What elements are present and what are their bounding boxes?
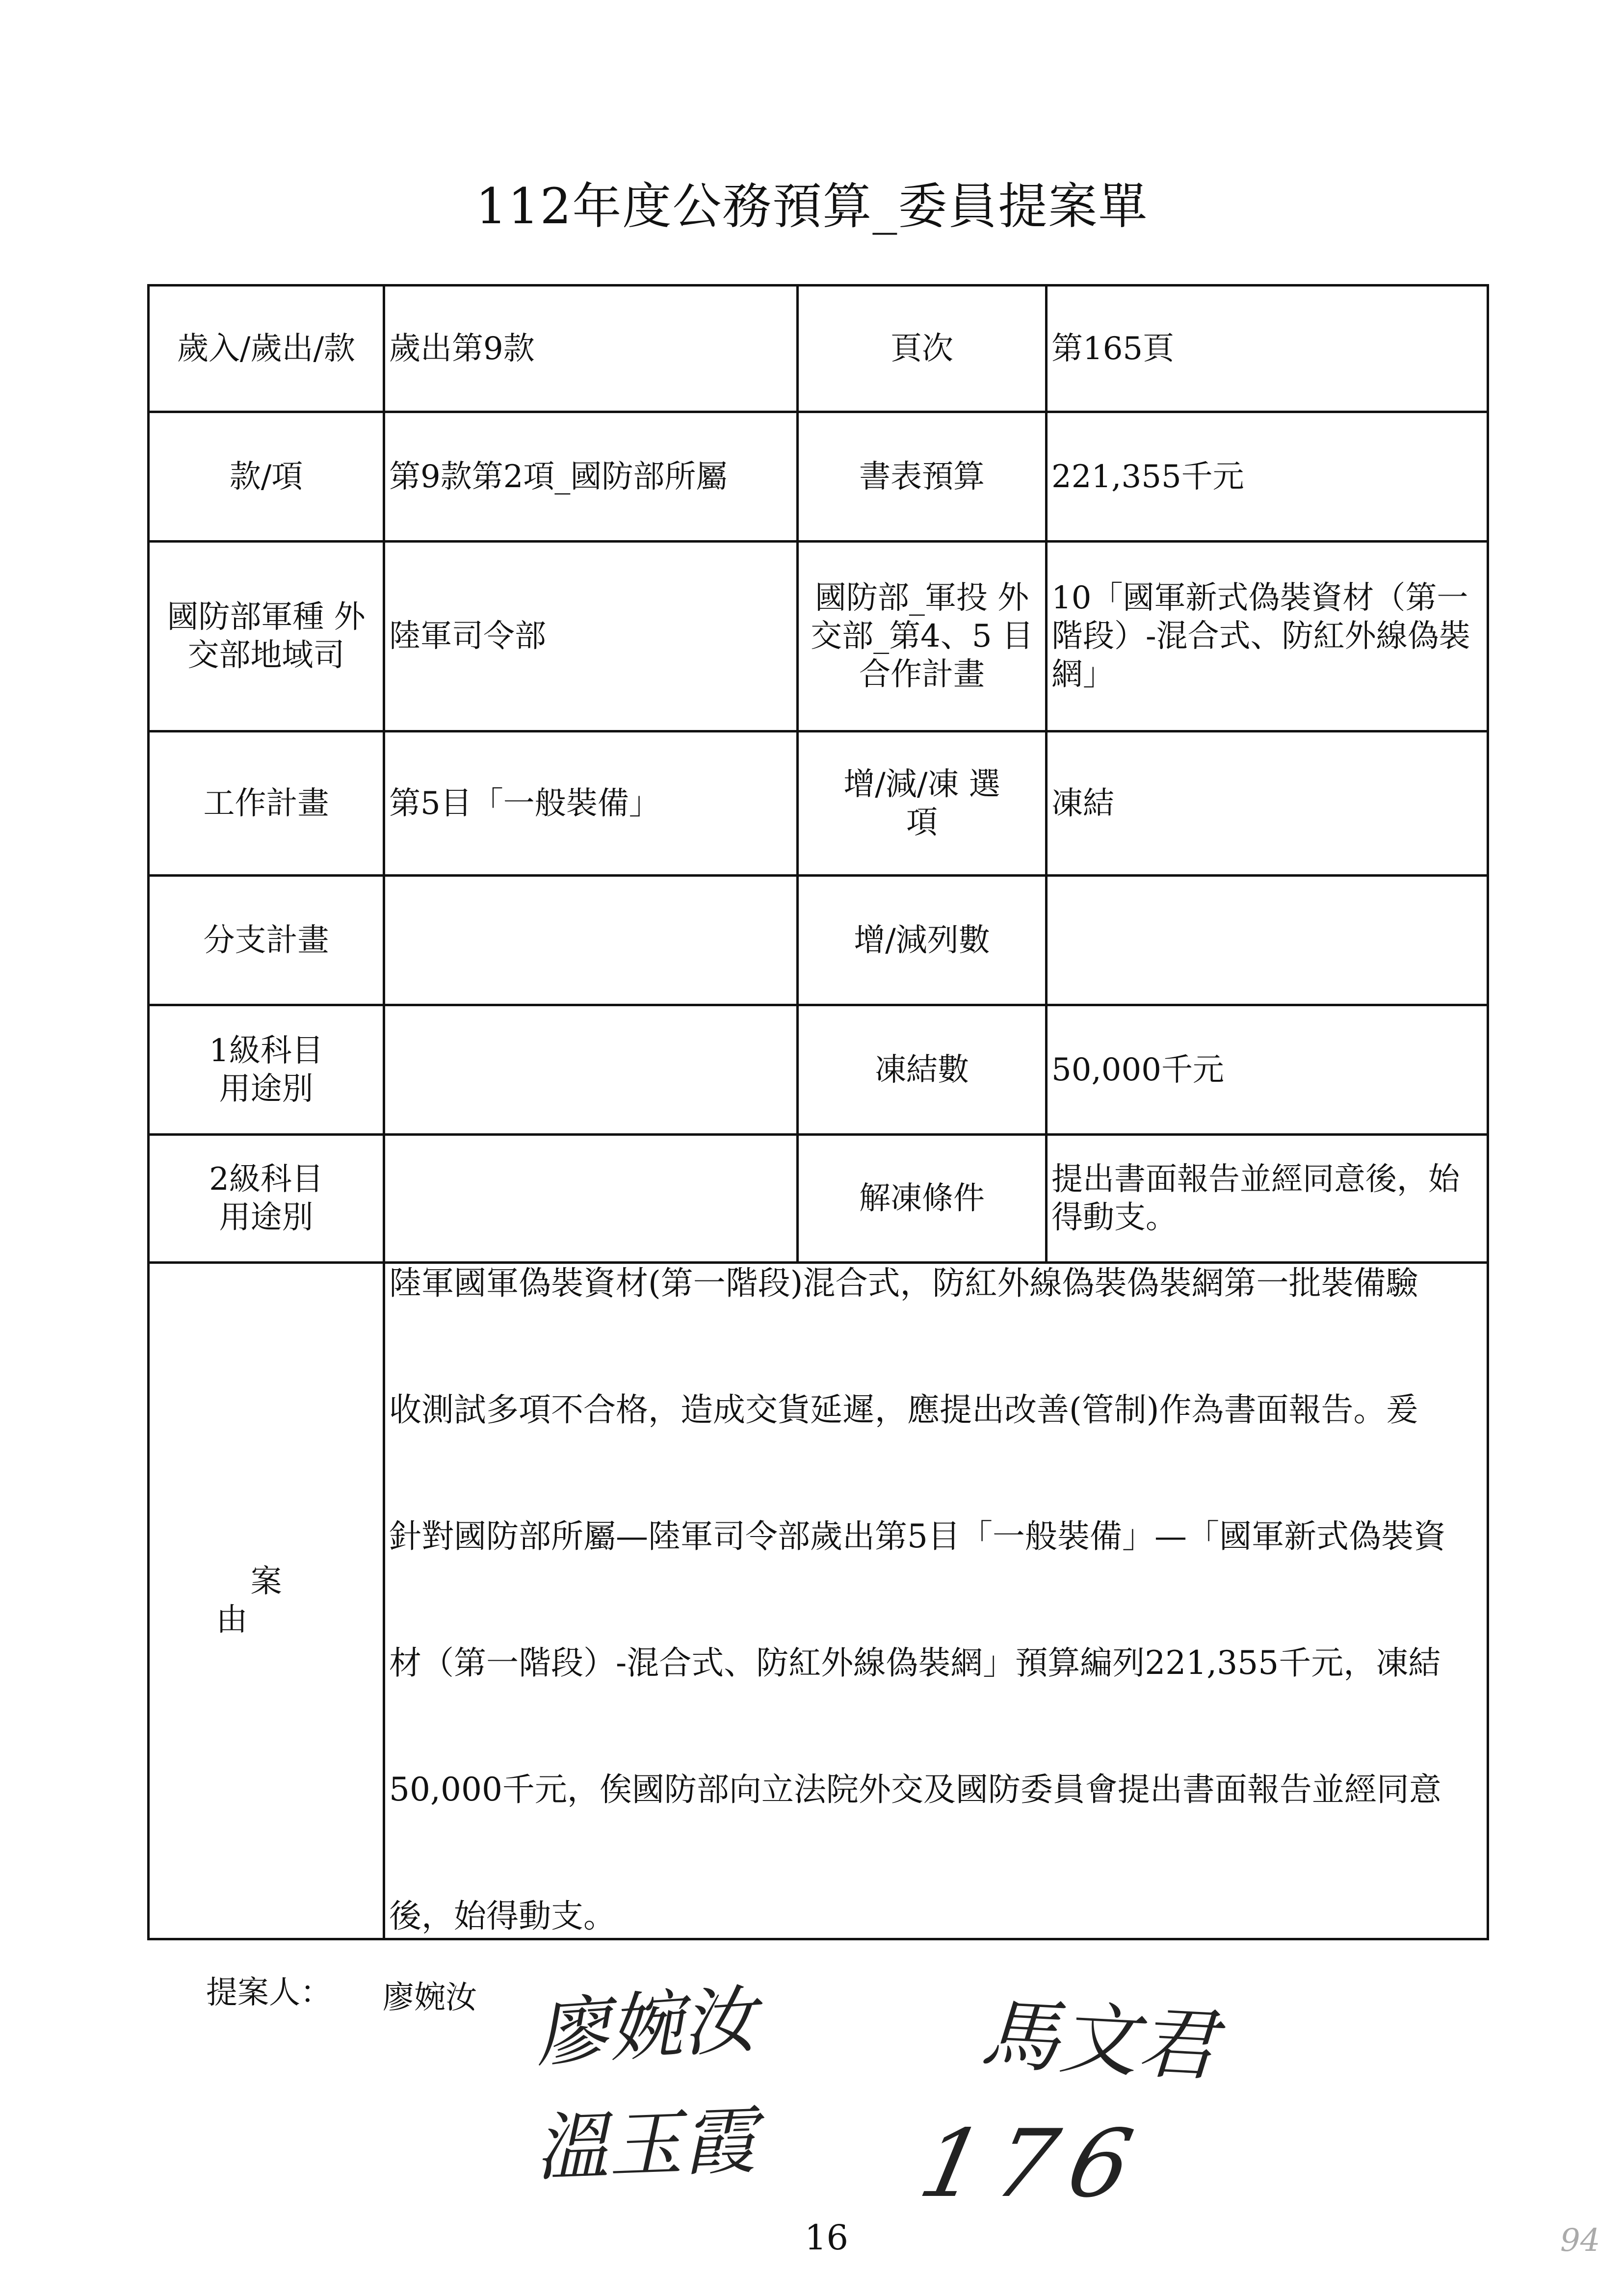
proposal-form-table [147, 284, 1489, 1940]
field-label: 頁次 [798, 286, 1047, 412]
field-value: 陸軍司令部 [384, 542, 798, 731]
field-value: 221,355千元 [1047, 412, 1488, 542]
reason-line: 50,000千元，俟國防部向立法院外交及國防委員會提出書面報告並經同意 [389, 1771, 1441, 1808]
field-label: 國防部_軍投 外交部_第4、5 目合作計畫 [798, 542, 1047, 731]
field-value: 第165頁 [1047, 286, 1488, 412]
field-label: 增/減列數 [798, 876, 1047, 1005]
table-row [149, 876, 1488, 1005]
reason-line: 針對國防部所屬—陸軍司令部歲出第5目「一般裝備」—「國軍新式偽裝資 [389, 1517, 1446, 1555]
handwritten-number: 176 [911, 2110, 1156, 2218]
reason-line: 陸軍國軍偽裝資材(第一階段)混合式，防紅外線偽裝偽裝網第一批裝備驗 [389, 1264, 1418, 1302]
field-label: 解凍條件 [798, 1135, 1047, 1263]
signature: 廖婉汝 [532, 1977, 759, 2078]
field-label: 增/減/凍 選項 [798, 731, 1047, 876]
field-value [384, 1005, 798, 1135]
table-row [149, 1135, 1488, 1263]
field-value: 第9款第2項_國防部所屬 [384, 412, 798, 542]
field-label: 分支計畫 [149, 876, 384, 1005]
reason-line: 材（第一階段）-混合式、防紅外線偽裝網」預算編列221,355千元，凍結 [389, 1644, 1441, 1682]
field-label: 2級科目 用途別 [149, 1135, 384, 1263]
field-value [1047, 876, 1488, 1005]
margin-number: 94 [1560, 2222, 1600, 2259]
field-value: 提出書面報告並經同意後，始得動支。 [1047, 1135, 1488, 1263]
reason-line: 收測試多項不合格，造成交貨延遲，應提出改善(管制)作為書面報告。爰 [389, 1391, 1418, 1429]
proposer-label: 提案人： [206, 1975, 332, 2011]
reason-line: 後，始得動支。 [389, 1897, 616, 1935]
table-row-reason [149, 1263, 1488, 1939]
field-value [384, 876, 798, 1005]
signature: 溫玉霞 [533, 2098, 758, 2192]
field-label: 1級科目 用途別 [149, 1005, 384, 1135]
reason-label: 案由 [216, 1564, 351, 1638]
field-value: 凍結 [1047, 731, 1488, 876]
field-value: 第5目「一般裝備」 [384, 731, 798, 876]
proposer-name: 廖婉汝 [383, 1980, 477, 2016]
table-row [149, 542, 1488, 731]
field-value: 歲出第9款 [384, 286, 798, 412]
field-label: 工作計畫 [149, 731, 384, 876]
page-title: 112年度公務預算_委員提案單 [475, 178, 1149, 235]
field-label: 國防部軍種 外交部地域司 [149, 542, 384, 731]
field-label: 歲入/歲出/款 [149, 286, 384, 412]
table-row [149, 731, 1488, 876]
signature: 馬文君 [978, 1988, 1219, 2092]
table-row [149, 1005, 1488, 1135]
reason-label-cell [149, 1263, 384, 1939]
field-label: 書表預算 [798, 412, 1047, 542]
reason-text [384, 1263, 1488, 1939]
page-number: 16 [805, 2218, 849, 2258]
field-value [384, 1135, 798, 1263]
field-value: 10「國軍新式偽裝資材（第一階段）-混合式、防紅外線偽裝網」 [1047, 542, 1488, 731]
field-label: 款/項 [149, 412, 384, 542]
table-row [149, 412, 1488, 542]
field-label: 凍結數 [798, 1005, 1047, 1135]
table-row [149, 286, 1488, 412]
field-value: 50,000千元 [1047, 1005, 1488, 1135]
